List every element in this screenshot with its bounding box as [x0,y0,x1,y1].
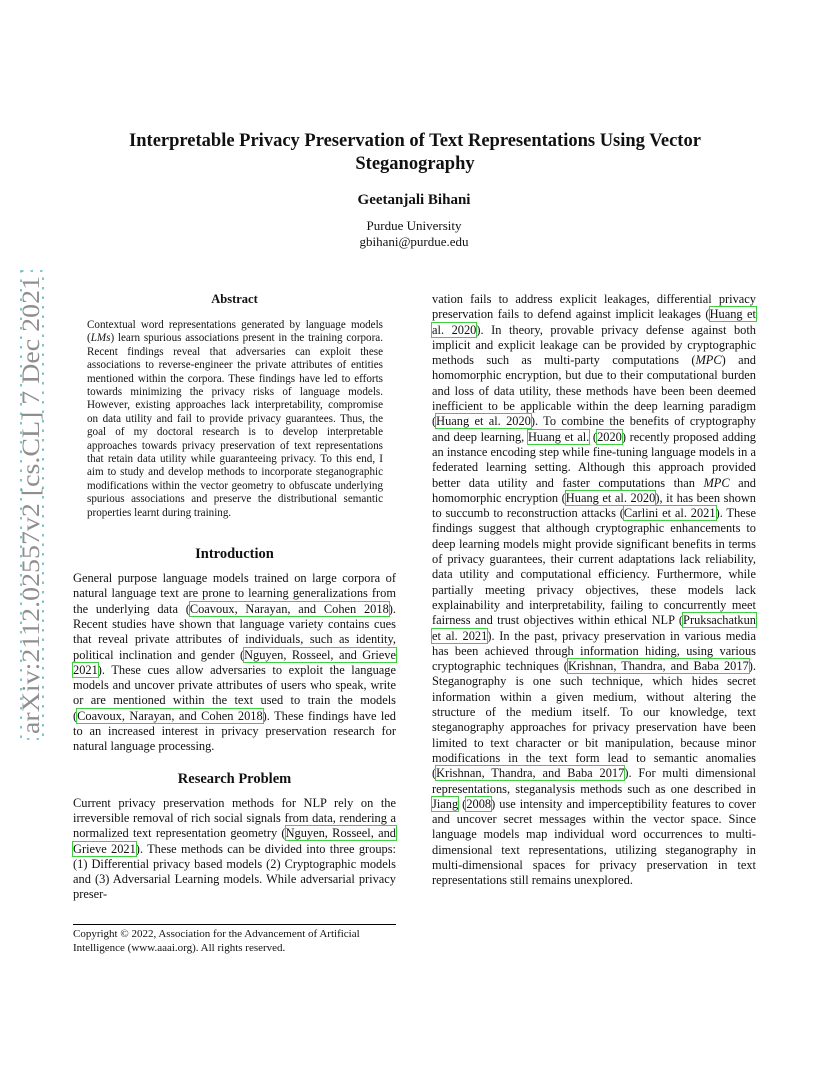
citation-link[interactable]: Huang et al. 2020 [565,490,656,505]
introduction-heading: Introduction [195,546,274,563]
introduction-paragraph: General purpose language models trained on large corpora of natural language text are prone to learning generalizations from the underlying data (Coavoux, Narayan, and Cohen 2018). Recent studies have shown that language variety contains cues that reveal private attributes of individuals, such as identity, political inclination and gender (Nguyen, Rosseel, and Grieve 2021). These cues allow adversaries to exploit the language models and uncover private attributes of users who speak, write or are mentioned within the text used to train the models (Coavoux, Narayan, and Cohen 2018). These findings have led to an increased interest in privacy preservation research for natural language processing. [73,571,396,754]
author-affiliation-block [0,218,828,250]
author-email[interactable]: gbihani@purdue.edu [359,234,469,249]
arxiv-stamp-text: arXiv:2112.02557v2 [cs.CL] 7 Dec 2021 [16,315,45,734]
citation-link[interactable]: Huang et al. 2020 [432,307,756,337]
citation-link[interactable]: Pruksachatkun et al. 2021 [432,613,756,643]
affiliation: Purdue University [366,218,462,233]
abstract-text: Contextual word representations generated by language models (LMs) learn spurious associations present in the training corpora. Recent findings reveal that adversaries can exploit these associations to reverse-engineer the private attributes of entities mentioned within the corpora. These findings have led to efforts towards minimizing the privacy risks of language models. However, existing approaches lack interpretability, compromise on data utility and fail to provide privacy guarantees. Thus, the goal of my doctoral research is to develop interpretable approaches towards privacy preservation of text representations that retain data utility while guaranteeing privacy. To this end, I aim to study and develop methods to incorporate steganographic modifications within the vector geometry to obfuscate underlying spurious associations and preserve the distributional semantic properties learnt during training. [87,319,383,519]
citation-link[interactable]: Huang et al. 2020 [436,414,531,429]
right-column [432,292,756,889]
left-column [73,292,396,903]
citation-link[interactable]: Nguyen, Rosseel, and Grieve 2021 [73,826,396,856]
paper-title: Interpretable Privacy Preservation of Text Representations Using Vector Steganography [129,131,701,174]
right-column-paragraph: vation fails to address explicit leakages, differential privacy preservation fails to defend against implicit leakages (Huang et al. 2020). In theory, provable privacy defense against both implicit and explicit leakage can be provided by cryptographic methods such as multi-party computations (MPC) and homomorphic encryption, but due to their computational burden and loss of data utility, these methods have been been deemed inefficient to be applicable within the deep learning paradigm (Huang et al. 2020). To combine the benefits of cryptography and deep learning, Huang et al. (2020) recently proposed adding an instance encoding step while fine-tuning language models in a federated learning setting. Although this approach provided better data utility and faster computations than MPC and homomorphic encryption (Huang et al. 2020), it has been shown to succumb to reconstruction attacks (Carlini et al. 2021). These findings suggest that although cryptographic enhancements to deep learning models might provide significant benefits in terms of privacy guarantees, their current adaptations lack reliability, data utility and computational efficiency. Furthermore, while partially meeting privacy objectives, these models lack explainability and interpretability, failing to concurrently meet fairness and trust objectives within ethical NLP (Pruksachatkun et al. 2021). In the past, privacy preservation in various media has been achieved through information hiding, using various cryptographic techniques (Krishnan, Thandra, and Baba 2017). Steganography is one such technique, which hides secret information within a given medium, without altering the structure of the medium itself. To our knowledge, text steganography approaches for privacy preservation have been limited to text character or bit manipulation, because minor modifications in the text form lead to semantic anomalies (Krishnan, Thandra, and Baba 2017). For multi dimensional representations, steganalysis methods such as one described in Jiang (2008) use intensity and imperceptibility features to cover and uncover secret messages within the vector space. Since language models map individual word occurrences to multi-dimensional text representations, utilizing steganography in multi-dimensional spaces for privacy preservation in text representations still remains unexplored. [432,292,757,888]
citation-link[interactable]: Krishnan, Thandra, and Baba 2017 [436,766,625,781]
citation-link[interactable]: Huang et al. [527,429,590,444]
citation-link[interactable]: Krishnan, Thandra, and Baba 2017 [567,659,749,674]
research-problem-heading: Research Problem [177,770,292,787]
citation-link[interactable]: Coavoux, Narayan, and Cohen 2018 [189,601,389,616]
citation-link[interactable]: 2008 [466,796,492,811]
abstract-heading: Abstract [211,292,258,306]
arxiv-stamp-graphic [16,270,45,740]
citation-link[interactable]: Jiang [432,796,459,811]
citation-link[interactable]: Carlini et al. 2021 [623,506,716,521]
abstract-lms-term: LMs [90,332,111,345]
citation-link[interactable]: 2020 [597,429,622,444]
research-problem-paragraph: Current privacy preservation methods for NLP rely on the irreversible removal of rich social signals from data, rendering a normalized text representation geometry (Nguyen, Rosseel, and Grieve 2021). These methods can be divided into three groups: (1) Differential privacy based models (2) Cryptographic models and (3) Adversarial Learning models. While adversarial privacy preser- [73,795,396,902]
copyright-notice: Copyright © 2022, Association for the Advancement of Artificial Intelligence (www.aaai.org). All rights reserved. [73,924,396,955]
citation-link[interactable]: Coavoux, Narayan, and Cohen 2018 [77,708,263,723]
citation-link[interactable]: Nguyen, Rosseel, and Grieve 2021 [73,647,396,677]
author-name: Geetanjali Bihani [357,192,471,208]
arxiv-stamp[interactable] [16,270,45,740]
